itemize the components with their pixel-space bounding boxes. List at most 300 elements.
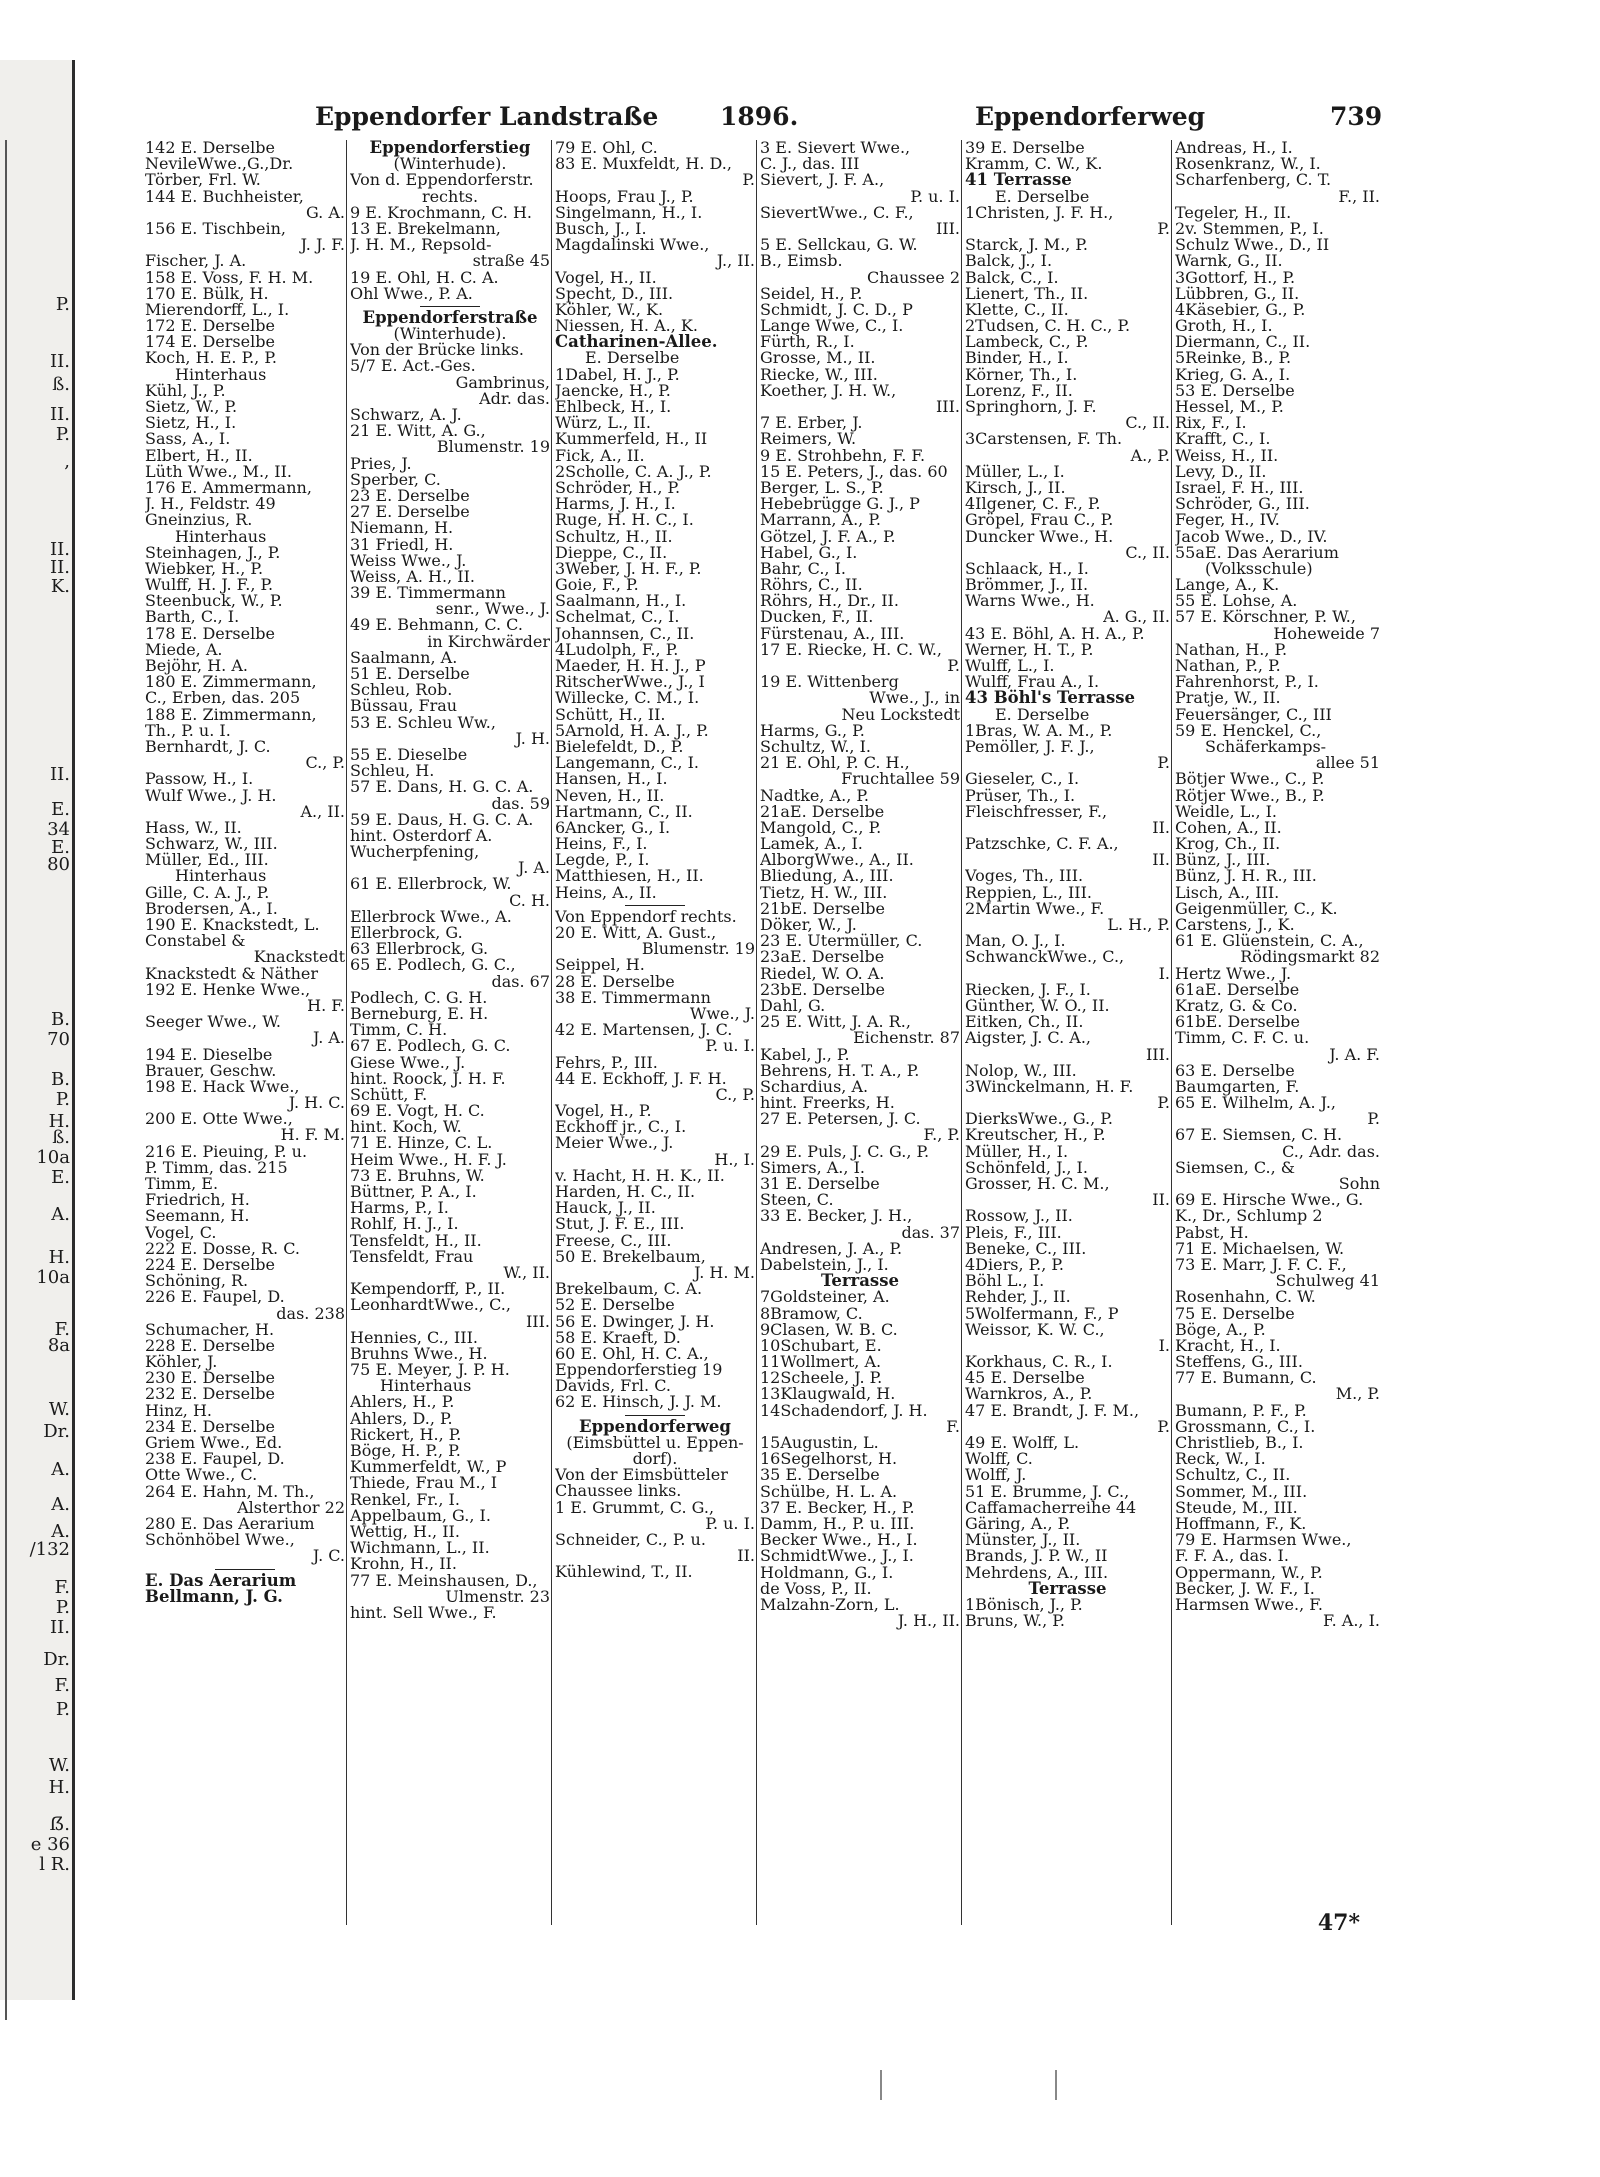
directory-entry: Heins, A., II. [555, 882, 657, 902]
directory-entry: Rehder, J., II. [965, 1287, 1071, 1307]
directory-entry: Müller, L., I. [965, 461, 1065, 481]
directory-entry: Brands, J. P. W., II [965, 1546, 1108, 1566]
directory-entry: Sietz, W., P. [145, 397, 238, 416]
directory-entry: Aigster, J. C. A., [965, 1028, 1091, 1048]
directory-entry: 5/7 E. Act.-Ges. [350, 356, 476, 376]
directory-entry: 178 E. Derselbe [145, 623, 275, 643]
directory-entry: 5 E. Sellckau, G. W. [760, 235, 918, 255]
directory-entry: Pemöller, J. F. J., [965, 736, 1095, 756]
directory-entry: Schülbe, H. L. A. [760, 1481, 898, 1501]
adjacent-page-fragment: E. [51, 838, 70, 858]
directory-entry: 15Augustin, L. [760, 1433, 879, 1452]
directory-entry: Brodersen, A., I. [145, 898, 278, 918]
directory-entry: Schumacher, H. [145, 1319, 275, 1339]
directory-entry: 16Segelhorst, H. [760, 1449, 898, 1469]
directory-entry: 19 E. Ohl, H. C. A. [350, 267, 499, 287]
adjacent-page-fragment: A. [51, 1205, 70, 1225]
directory-entry: Seeger Wwe., W. [145, 1012, 281, 1032]
directory-entry: Bumann, P. F., P. [1175, 1400, 1307, 1420]
column-rule [346, 140, 347, 1925]
directory-entry: 27 E. Derselbe [350, 502, 470, 522]
directory-entry: 21 E. Ohl, P. C. H., [760, 753, 910, 773]
directory-entry: Lienert, Th., II. [965, 283, 1089, 303]
directory-entry: 170 E. Bülk, H. [145, 283, 269, 303]
directory-entry: Hessel, M., P. [1175, 397, 1284, 416]
directory-entry: J. H. [515, 728, 550, 748]
adjacent-page-fragment: /132 [29, 1540, 70, 1560]
directory-entry: Ellerbrock, G. [350, 923, 463, 942]
directory-entry: 7 E. Erber, J. [760, 413, 863, 433]
street-heading: 43 Böhl's Terrasse [965, 688, 1136, 708]
directory-entry: Lübbren, G., II. [1175, 283, 1300, 303]
directory-entry: Davids, Frl. C. [555, 1376, 671, 1396]
adjacent-page-fragment: 10a [36, 1148, 70, 1168]
street-heading: Eppendorferstraße [362, 307, 538, 327]
directory-entry: Knackstedt [253, 947, 345, 967]
street-heading: Terrasse [1028, 1578, 1107, 1598]
directory-entry: H. F. M. [280, 1125, 345, 1145]
section-divider [555, 901, 755, 909]
adjacent-page-fragment: 80 [47, 855, 70, 875]
directory-entry: Fleischfresser, F., [965, 801, 1108, 821]
directory-entry: Rix, F., I. [1175, 413, 1247, 433]
adjacent-page-fragment: ẞ. [49, 1815, 70, 1835]
directory-entry: Lüth Wwe., M., II. [145, 461, 292, 481]
directory-columns [145, 140, 1380, 1930]
directory-entry: Steude, M., III. [1175, 1497, 1298, 1517]
directory-entry: Kummerfeldt, W., P [350, 1457, 507, 1477]
directory-entry: J., II. [716, 251, 755, 271]
directory-entry: Von der Brücke links. [350, 340, 525, 360]
directory-entry: Warnk, G., II. [1175, 251, 1283, 271]
directory-entry: Wichmann, L., II. [350, 1538, 490, 1558]
directory-entry: Nathan, P., P. [1175, 656, 1281, 675]
directory-entry: Hoops, Frau J., P. [555, 186, 694, 206]
directory-entry: Wolff, C. [965, 1449, 1033, 1469]
directory-entry: 79 E. Ohl, C. [555, 140, 658, 157]
street-heading: Bellmann, J. G. [145, 1586, 283, 1606]
directory-entry: Warnkros, A., P. [965, 1384, 1093, 1404]
directory-entry: 45 E. Derselbe [965, 1368, 1085, 1388]
directory-entry: Bernhardt, J. C. [145, 736, 271, 756]
directory-entry: 144 E. Buchheister, [145, 186, 304, 206]
directory-entry: Timm, C. F. C. u. [1175, 1028, 1310, 1048]
directory-entry: 9 E. Strohbehn, F. F. [760, 445, 926, 465]
directory-entry: C., II. [1125, 413, 1170, 433]
directory-entry: Kratz, G. & Co. [1175, 995, 1298, 1015]
directory-entry: Rohlf, H. J., I. [350, 1214, 459, 1234]
directory-entry: 2Martin Wwe., F. [965, 898, 1105, 918]
directory-entry: Fruchtallee 59 [841, 769, 960, 789]
directory-entry: 60 E. Ohl, H. C. A., [555, 1343, 709, 1363]
directory-entry: I. [1158, 963, 1170, 983]
directory-entry: 47 E. Brandt, J. F. M., [965, 1400, 1140, 1420]
directory-entry: Wwe., J. [689, 1003, 755, 1023]
directory-entry: 2Scholle, C. A. J., P. [555, 461, 712, 481]
directory-entry: 65 E. Wilhelm, A. J., [1175, 1093, 1336, 1113]
directory-entry: Koch, H. E. P., P. [145, 348, 277, 368]
directory-entry: Sohn [1338, 1174, 1380, 1193]
directory-entry: J. J. F. [300, 235, 345, 255]
directory-entry: Bielefeldt, D., P. [555, 736, 684, 756]
directory-entry: Eckhoff jr., C., I. [555, 1117, 687, 1137]
directory-entry: Th., P. u. I. [145, 720, 231, 740]
page-number: 739 [1330, 102, 1383, 131]
directory-entry: 42 E. Martensen, J. C. [555, 1020, 733, 1040]
directory-entry: Vogel, H., II. [555, 267, 657, 287]
directory-entry: 53 E. Derselbe [1175, 380, 1295, 400]
directory-entry: Matthiesen, H., II. [555, 866, 704, 886]
directory-entry: 61 E. Ellerbrock, W. [350, 874, 512, 894]
directory-entry: Kempendorff, P., II. [350, 1279, 506, 1299]
directory-entry: J. H. C. [288, 1093, 345, 1113]
directory-entry: Schardius, A. [760, 1076, 869, 1096]
directory-entry: Harmsen Wwe., F. [1175, 1594, 1323, 1614]
directory-column [145, 140, 345, 1930]
directory-entry: Johannsen, C., II. [555, 623, 695, 643]
directory-entry: 5Wolfermann, F., P [965, 1303, 1119, 1323]
directory-entry: Böge, H. P., P. [350, 1441, 461, 1460]
directory-entry: J. H., Feldstr. 49 [145, 494, 276, 514]
directory-entry: 216 E. Pieuing, P. u. [145, 1141, 308, 1161]
adjacent-page-fragment: P. [55, 1598, 70, 1618]
directory-entry: Günther, W. O., II. [965, 995, 1110, 1015]
directory-entry: I. [1158, 1335, 1170, 1355]
directory-entry: C., II. [1125, 542, 1170, 562]
directory-entry: Schleu, Rob. [350, 680, 453, 700]
directory-entry: P. u. I. [910, 186, 960, 206]
directory-entry: Feuersänger, C., III [1175, 704, 1332, 724]
directory-entry: Werner, H. T., P. [965, 639, 1094, 659]
directory-entry: Knackstedt & Näther [145, 963, 319, 983]
directory-entry: 23 E. Utermüller, C. [760, 931, 923, 951]
directory-entry: Duncker Wwe., H. [965, 526, 1114, 546]
directory-entry: AlborgWwe., A., II. [760, 850, 914, 870]
directory-entry: P. [742, 170, 755, 190]
directory-entry: 55 E. Dieselbe [350, 744, 468, 764]
directory-entry: 65 E. Podlech, G. C., [350, 955, 516, 975]
directory-entry: L. H., P. [1107, 915, 1170, 934]
directory-entry: III. [935, 218, 960, 238]
directory-entry: Schultz, C., II. [1175, 1465, 1291, 1485]
directory-entry: Thiede, Frau M., I [350, 1473, 498, 1493]
adjacent-page-fragment: W. [48, 1400, 70, 1420]
adjacent-page-fragment: II. [50, 765, 70, 785]
directory-entry: Harden, H. C., II. [555, 1182, 696, 1201]
directory-entry: Brekelbaum, C. A. [555, 1279, 703, 1299]
directory-entry: Passow, H., I. [145, 769, 254, 789]
directory-entry: Ahlers, D., P. [350, 1408, 453, 1428]
directory-entry: 23bE. Derselbe [760, 979, 885, 999]
directory-entry: Hinterhaus [175, 364, 267, 384]
directory-entry: Döker, W., J. [760, 915, 857, 934]
directory-entry: Pratje, W., II. [1175, 688, 1281, 708]
directory-entry: Singelmann, H., I. [555, 202, 703, 222]
directory-entry: SchwanckWwe., C., [965, 947, 1125, 967]
adjacent-page-fragment: B. [51, 1010, 70, 1030]
directory-entry: Schulweg 41 [1275, 1271, 1380, 1291]
directory-entry: Bünz, J., III. [1175, 850, 1271, 870]
directory-entry: Ulmenstr. 23 [445, 1586, 550, 1606]
directory-entry: Koether, J. H. W., [760, 380, 897, 400]
directory-entry: 67 E. Podlech, G. C. [350, 1036, 511, 1056]
directory-entry: Groth, H., I. [1175, 316, 1273, 336]
adjacent-page-fragment: e 36 [30, 1835, 70, 1855]
directory-entry: Marrann, A., P. [760, 510, 881, 530]
directory-entry: Oppermann, W., P. [1175, 1562, 1323, 1582]
directory-entry: Grossmann, C., I. [1175, 1416, 1316, 1436]
directory-entry: 63 E. Derselbe [1175, 1060, 1295, 1080]
directory-entry: E. Derselbe [995, 704, 1090, 724]
directory-entry: Weiss, H., II. [1175, 445, 1279, 465]
directory-entry: 59 E. Henckel, C., [1175, 720, 1322, 740]
directory-column [760, 140, 960, 1930]
directory-entry: Hinterhaus [175, 526, 267, 546]
directory-entry: Springhorn, J. F. [965, 397, 1097, 416]
directory-entry: 226 E. Faupel, D. [145, 1287, 285, 1307]
directory-entry: Steen, C. [760, 1190, 834, 1210]
directory-entry: 10Schubart, E. [760, 1335, 882, 1355]
directory-entry: Geigenmüller, C., K. [1175, 898, 1338, 918]
directory-entry: 44 E. Eckhoff, J. F. H. [555, 1068, 727, 1088]
directory-entry: A., II. [300, 801, 345, 821]
directory-entry: Niessen, H. A., K. [555, 316, 698, 336]
directory-entry: 61bE. Derselbe [1175, 1012, 1300, 1032]
directory-entry: Dabelstein, J., I. [760, 1254, 889, 1274]
directory-entry: Chaussee links. [555, 1481, 682, 1501]
directory-entry: Schneider, C., P. u. [555, 1529, 706, 1549]
directory-entry: H., I. [714, 1149, 755, 1169]
directory-entry: Griem Wwe., Ed. [145, 1433, 283, 1452]
directory-entry: A., P. [1130, 445, 1170, 465]
directory-entry: Rossow, J., II. [965, 1206, 1073, 1226]
directory-entry: 172 E. Derselbe [145, 316, 275, 336]
directory-entry: 232 E. Derselbe [145, 1384, 275, 1404]
directory-entry: Von d. Eppendorferstr. [350, 170, 534, 190]
adjacent-page-fragment: E. [51, 1168, 70, 1188]
adjacent-page-fragment: l R. [39, 1855, 70, 1875]
directory-entry: NevileWwe.,G.,Dr. [145, 154, 294, 174]
directory-entry: Neven, H., II. [555, 785, 665, 805]
directory-entry: in Kirchwärder [427, 631, 550, 651]
directory-entry: Brömmer, J., II. [965, 575, 1089, 595]
directory-entry: P. [1157, 218, 1170, 238]
directory-entry: 28 E. Derselbe [555, 971, 675, 991]
street-heading: Eppendorferweg [579, 1416, 731, 1436]
directory-entry: allee 51 [1315, 753, 1380, 773]
street-heading: E. Das Aerarium [145, 1570, 297, 1590]
directory-entry: Grosser, H. C. M., [965, 1174, 1110, 1193]
directory-entry: 234 E. Derselbe [145, 1416, 275, 1436]
directory-entry: Sass, A., I. [145, 429, 231, 449]
street-heading: 41 Terrasse [965, 170, 1072, 190]
adjacent-page-fragment: II. [50, 352, 70, 372]
directory-entry: 158 E. Voss, F. H. M. [145, 267, 314, 287]
directory-entry: III. [525, 1311, 550, 1331]
street-heading: Catharinen-Allee. [555, 332, 718, 352]
directory-entry: 6Ancker, G., I. [555, 817, 671, 837]
directory-entry: Büttner, P. A., I. [350, 1182, 477, 1201]
directory-entry: Fürth, R., I. [760, 332, 855, 352]
directory-entry: Ruge, H. H. C., I. [555, 510, 694, 530]
directory-entry: Carstens, J., K. [1175, 915, 1295, 934]
directory-entry: Götzel, J. F. A., P. [760, 526, 896, 546]
directory-entry: Pabst, H. [1175, 1222, 1249, 1242]
directory-entry: Bahr, C., I. [760, 558, 846, 578]
directory-entry: Köhler, W., K. [555, 299, 664, 319]
directory-entry: P. Timm, das. 215 [145, 1157, 288, 1177]
directory-entry: II. [1152, 1190, 1170, 1210]
directory-entry: Meier Wwe., J. [555, 1133, 674, 1153]
directory-entry: straße 45 [472, 251, 550, 271]
directory-entry: Langemann, C., I. [555, 753, 700, 773]
directory-entry: Seidel, H., P. [760, 283, 863, 303]
directory-entry: Busch, J., I. [555, 218, 647, 238]
directory-entry: C., P. [715, 1084, 755, 1104]
directory-entry: Törber, Frl. W. [145, 170, 261, 190]
directory-entry: Röhrs, C., II. [760, 575, 863, 595]
directory-entry: 15 E. Peters, J., das. 60 [760, 461, 948, 481]
directory-entry: K., Dr., Schlump 2 [1175, 1206, 1323, 1226]
directory-entry: Brauer, Geschw. [145, 1060, 277, 1080]
directory-entry: 71 E. Michaelsen, W. [1175, 1238, 1345, 1258]
adjacent-page-fragment: 10a [36, 1268, 70, 1288]
directory-entry: Reck, W., I. [1175, 1449, 1266, 1469]
directory-entry: Hansen, H., I. [555, 769, 668, 789]
directory-entry: 49 E. Wolff, L. [965, 1433, 1080, 1452]
directory-entry: Schäferkamps- [1205, 736, 1327, 756]
adjacent-page-fragment: 8a [47, 1336, 70, 1356]
directory-entry: Barth, C., I. [145, 607, 240, 627]
directory-entry: Kramm, C. W., K. [965, 154, 1103, 174]
directory-entry: Jaencke, H., P. [555, 380, 671, 400]
directory-entry: Weiss Wwe., J. [350, 550, 467, 570]
street-heading: Eppendorferstieg [369, 140, 531, 157]
directory-entry: Man, O. J., I. [965, 931, 1066, 951]
directory-entry: J. H. M. [694, 1262, 755, 1282]
directory-entry: 62 E. Hinsch, J. J. M. [555, 1392, 722, 1412]
directory-entry: Becker Wwe., H., I. [760, 1530, 918, 1550]
directory-entry: Seemann, H. [145, 1206, 250, 1226]
adjacent-page-fragment: P. [55, 1090, 70, 1110]
directory-entry: C. J., das. III [760, 154, 860, 174]
directory-entry: RitscherWwe., J., I [555, 672, 705, 692]
adjacent-page-fragment: P. [55, 1700, 70, 1720]
directory-entry: 53 E. Schleu Ww., [350, 712, 496, 732]
directory-entry: Berger, L. S., P. [760, 477, 884, 497]
directory-entry: 21bE. Derselbe [760, 898, 885, 918]
page-header [145, 100, 1383, 140]
directory-entry: Lorenz, F., II. [965, 380, 1073, 400]
directory-entry: Von Eppendorf rechts. [555, 906, 737, 926]
directory-entry: 57 E. Körschner, P. W., [1175, 607, 1356, 627]
directory-entry: 39 E. Timmermann [350, 583, 506, 603]
adjacent-page-strip [0, 60, 75, 2000]
directory-entry: Niemann, H. [350, 518, 454, 538]
directory-entry: 73 E. Bruhns, W. [350, 1165, 485, 1185]
directory-entry: v. Hacht, H. H. K., II. [555, 1165, 725, 1185]
directory-entry: Ducken, F., II. [760, 607, 874, 627]
adjacent-page-fragment: 70 [47, 1030, 70, 1050]
directory-entry: Siemsen, C., & [1175, 1157, 1296, 1177]
adjacent-page-fragment: II. [50, 540, 70, 560]
directory-entry: Alsterthor 22 [237, 1497, 345, 1517]
adjacent-page-fragment: B. [51, 1070, 70, 1090]
directory-entry: Riedel, W. O. A. [760, 963, 885, 983]
directory-entry: Harms, P., I. [350, 1198, 449, 1218]
directory-entry: Chaussee 2 [866, 267, 960, 287]
directory-entry: Neu Lockstedt [841, 704, 960, 724]
directory-entry: Hebebrügge G. J., P [760, 494, 920, 514]
directory-entry: senr., Wwe., J. [435, 599, 550, 619]
directory-entry: Appelbaum, G., I. [350, 1505, 491, 1525]
directory-entry: 39 E. Derselbe [965, 140, 1085, 157]
directory-entry: Giese Wwe., J. [350, 1052, 466, 1072]
directory-entry: 14Schadendorf, J. H. [760, 1400, 928, 1420]
directory-entry: Wulff, Frau A., I. [965, 672, 1100, 692]
directory-entry: (Winterhude). [393, 154, 507, 174]
adjacent-page-fragment: H. [48, 1778, 70, 1798]
directory-entry: 27 E. Petersen, J. C. [760, 1109, 921, 1129]
directory-entry: Sievert, J. F. A., [760, 170, 885, 190]
directory-entry: P. [1367, 1109, 1380, 1129]
directory-entry: Schleu, H. [350, 761, 435, 781]
adjacent-page-fragment: II. [50, 405, 70, 425]
directory-entry: Hennies, C., III. [350, 1327, 478, 1347]
directory-entry: Gäring, A., P. [965, 1513, 1071, 1533]
directory-entry: A. G., II. [1103, 607, 1170, 627]
directory-entry: Jacob Wwe., D., IV. [1175, 526, 1328, 546]
adjacent-page-fragment: F. [54, 1676, 70, 1696]
directory-column [350, 140, 550, 1930]
directory-entry: 71 E. Hinze, C. L. [350, 1133, 493, 1153]
directory-entry: Würz, L., II. [555, 413, 651, 433]
directory-entry: H. F. [307, 995, 345, 1015]
directory-entry: 21 E. Witt, A. G., [350, 421, 486, 441]
directory-entry: Eitken, Ch., II. [965, 1012, 1084, 1032]
directory-entry: Hoffmann, F., K. [1175, 1513, 1307, 1533]
directory-entry: P. [1157, 753, 1170, 773]
directory-entry: Vogel, C. [145, 1222, 217, 1242]
directory-entry: Reimers, W. [760, 429, 857, 449]
adjacent-page-fragment: P. [55, 425, 70, 445]
directory-entry: Holdmann, G., I. [760, 1562, 894, 1582]
directory-entry: Damm, H., P. u. III. [760, 1513, 915, 1533]
directory-entry: 13 E. Brekelmann, [350, 218, 501, 238]
directory-entry: Goie, F., P. [555, 575, 639, 595]
directory-entry: 20 E. Witt, A. Gust., [555, 923, 717, 942]
directory-entry: Eppendorferstieg 19 [555, 1360, 723, 1380]
directory-entry: Ehlbeck, H., I. [555, 397, 672, 416]
directory-entry: Balck, C., I. [965, 267, 1059, 287]
directory-entry: Mierendorff, L., I. [145, 299, 290, 319]
directory-entry: Tietz, H. W., III. [760, 882, 888, 902]
directory-entry: Schönhöbel Wwe., [145, 1530, 295, 1550]
directory-entry: de Voss, P., II. [760, 1578, 872, 1598]
directory-entry: Caffamacherreihe 44 [965, 1497, 1137, 1517]
adjacent-page-fragment: F. [54, 1578, 70, 1598]
signature-mark: 47* [1317, 1910, 1360, 1936]
directory-entry: Weidle, L., I. [1175, 801, 1278, 821]
directory-entry: P. [1157, 1416, 1170, 1436]
directory-entry: C. H. [509, 890, 550, 910]
directory-entry: 2Tudsen, C. H. C., P. [965, 316, 1131, 336]
directory-entry: Riecke, W., III. [760, 364, 878, 384]
directory-entry: Bliedung, A., III. [760, 866, 894, 886]
directory-entry: Willecke, C. M., I. [555, 688, 700, 708]
directory-entry: 1Dabel, H. J., P. [555, 364, 680, 384]
directory-entry: Korkhaus, C. R., I. [965, 1352, 1113, 1372]
